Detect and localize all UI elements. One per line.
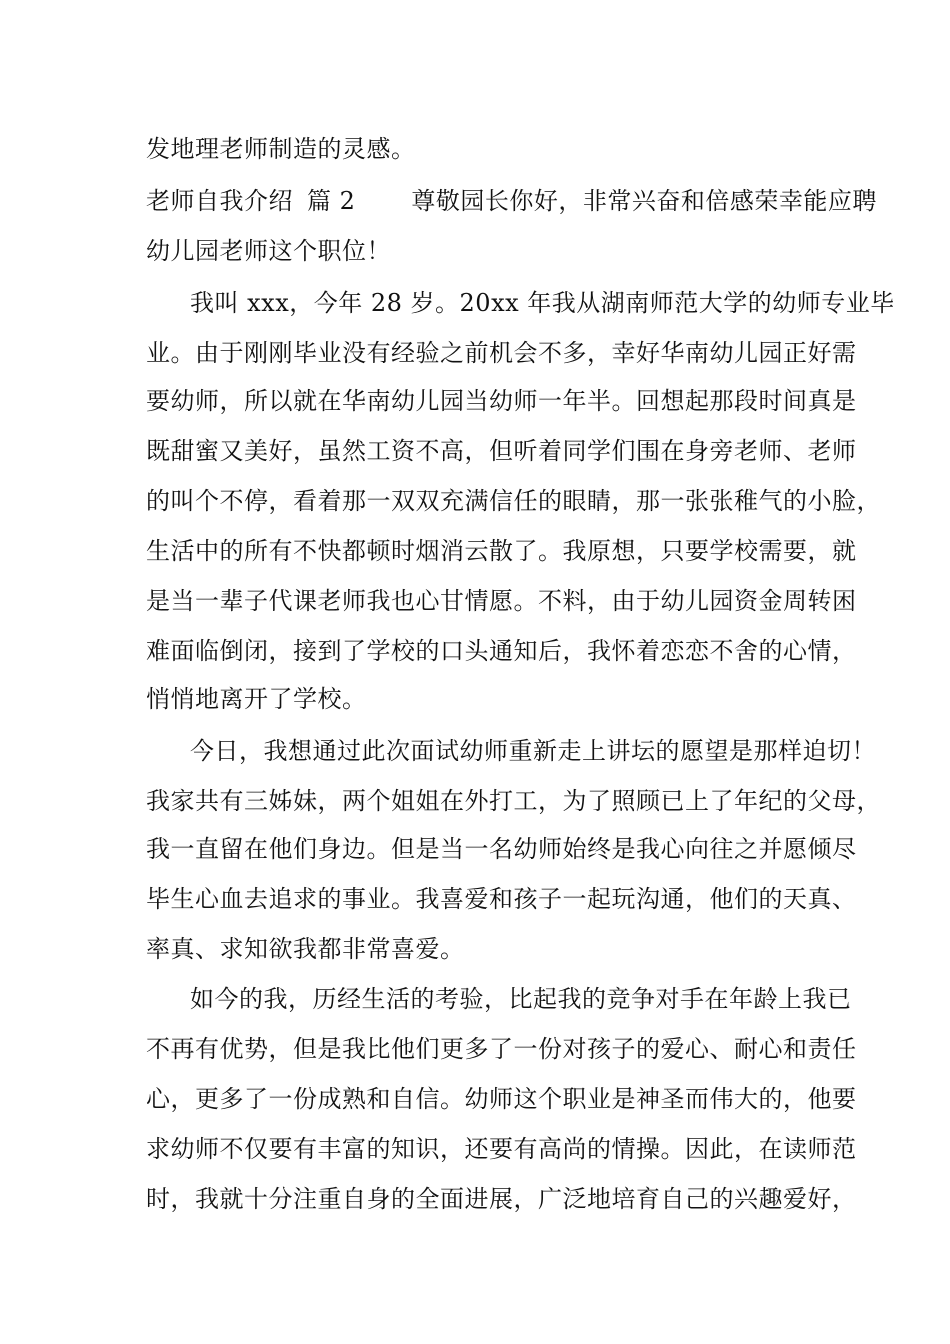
- heading-label: 篇 2: [307, 187, 356, 215]
- heading-text: 尊敬园长你好，非常兴奋和倍感荣幸能应聘: [411, 187, 877, 215]
- text-line: 幼儿园老师这个职位！: [146, 237, 391, 265]
- paragraph-line: 的叫个不停，看着那一双双充满信任的眼睛，那一张张稚气的小脸，: [146, 487, 881, 515]
- paragraph-line: 生活中的所有不快都顿时烟消云散了。我原想，只要学校需要，就: [146, 537, 857, 565]
- paragraph-line: 难面临倒闭，接到了学校的口头通知后，我怀着恋恋不舍的心情，: [146, 637, 857, 665]
- paragraph-line: 率真、求知欲我都非常喜爱。: [146, 935, 465, 963]
- paragraph-line: 业。由于刚刚毕业没有经验之前机会不多，幸好华南幼儿园正好需: [146, 339, 857, 367]
- section-heading: [146, 186, 877, 216]
- paragraph-line: 今日，我想通过此次面试幼师重新走上讲坛的愿望是那样迫切！: [190, 737, 876, 765]
- paragraph-line: 毕生心血去追求的事业。我喜爱和孩子一起玩沟通，他们的天真、: [146, 885, 857, 913]
- paragraph-line: 求幼师不仅要有丰富的知识，还要有高尚的情操。因此，在读师范: [146, 1135, 857, 1163]
- heading-title: 老师自我介绍: [146, 187, 293, 215]
- paragraph-line: 悄悄地离开了学校。: [146, 685, 367, 713]
- paragraph-line: 要幼师，所以就在华南幼儿园当幼师一年半。回想起那段时间真是: [146, 387, 857, 415]
- paragraph-line: 我一直留在他们身边。但是当一名幼师始终是我心向往之并愿倾尽: [146, 835, 857, 863]
- paragraph-line: 既甜蜜又美好，虽然工资不高，但听着同学们围在身旁老师、老师: [146, 437, 857, 465]
- paragraph-line: 我家共有三姊妹，两个姐姐在外打工，为了照顾已上了年纪的父母，: [146, 787, 881, 815]
- paragraph-line: 心，更多了一份成熟和自信。幼师这个职业是神圣而伟大的，他要: [146, 1085, 857, 1113]
- paragraph-line: 是当一辈子代课老师我也心甘情愿。不料，由于幼儿园资金周转困: [146, 587, 857, 615]
- paragraph-line: 如今的我，历经生活的考验，比起我的竞争对手在年龄上我已: [190, 985, 852, 1013]
- paragraph-line: 我叫 xxx，今年 28 岁。20xx 年我从湖南师范大学的幼师专业毕: [190, 289, 895, 317]
- paragraph-line: 时，我就十分注重自身的全面进展，广泛地培育自己的兴趣爱好，: [146, 1185, 857, 1213]
- paragraph-line: 不再有优势，但是我比他们更多了一份对孩子的爱心、耐心和责任: [146, 1035, 857, 1063]
- text-line: 发地理老师制造的灵感。: [146, 135, 416, 163]
